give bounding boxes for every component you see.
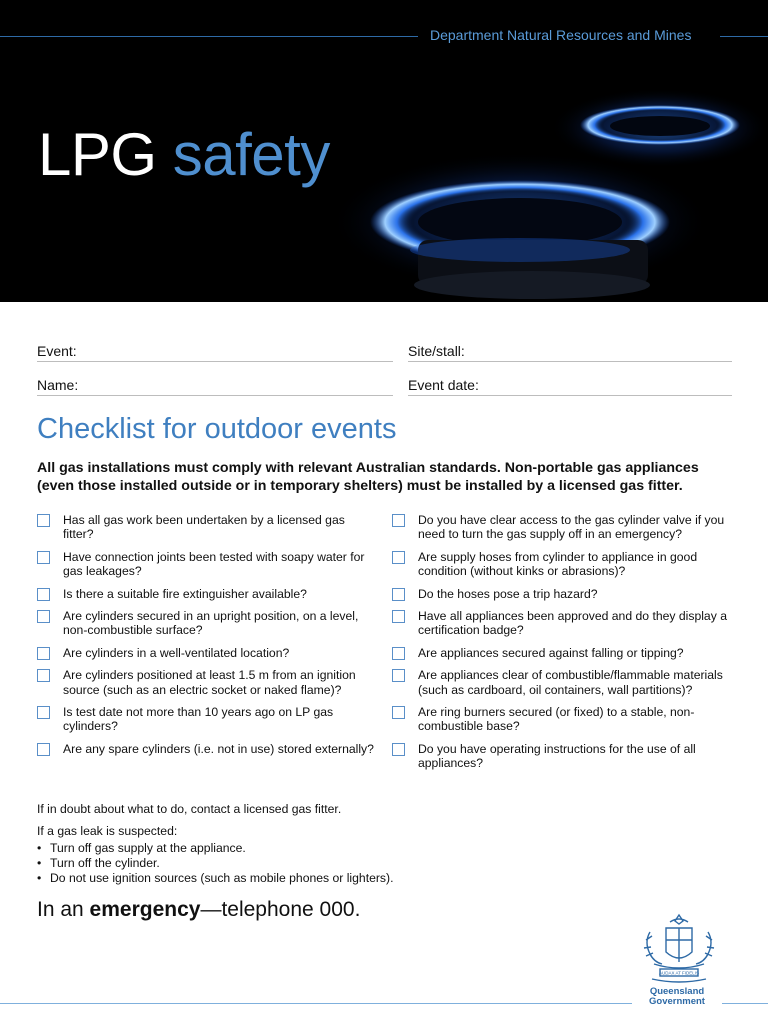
checklist-item [37, 609, 377, 638]
list-item: • Turn off the cylinder. [37, 856, 393, 871]
checkbox[interactable] [392, 514, 405, 527]
checklist-item [392, 705, 732, 734]
emergency-line [37, 898, 360, 922]
checklist-item-text: Are appliances secured against falling or tipping? [418, 645, 684, 660]
leak-heading: If a gas leak is suspected: [37, 824, 178, 838]
checklist-item-text: Do you have clear access to the gas cylinder valve if you need to turn the gas supply off in an emergency? [418, 513, 725, 542]
checkbox[interactable] [392, 551, 405, 564]
checklist-item-text: Is test date not more than 10 years ago on LP gas cylinders? [63, 705, 334, 734]
emergency-phone: —telephone 000. [200, 898, 361, 921]
emergency-prefix: In an [37, 898, 90, 921]
checklist-item-text: Are supply hoses from cylinder to appliance in good condition (without kinks or abrasions)? [418, 549, 698, 579]
queensland-government-logo [636, 987, 718, 1007]
hero-banner [0, 0, 768, 302]
name-field[interactable] [37, 376, 393, 396]
checkbox[interactable] [37, 551, 50, 564]
logo-line-2: Government [649, 996, 705, 1007]
checklist-item-text: Are cylinders positioned at least 1.5 m from an ignition source (such as an electric socket or naked flame)? [63, 668, 356, 697]
checklist-item [392, 550, 732, 579]
checklist-item-text: Have connection joints been tested with soapy water for gas leakages? [63, 549, 365, 579]
checkbox[interactable] [37, 669, 50, 682]
checklist-item [37, 587, 377, 601]
checkbox[interactable] [37, 588, 50, 601]
name-label: Name: [37, 377, 79, 393]
checkbox[interactable] [37, 706, 50, 719]
list-item: • Do not use ignition sources (such as mobile phones or lighters). [37, 871, 393, 886]
checklist-item [37, 550, 377, 579]
header-rule-left [0, 36, 418, 37]
checklist-item-text: Are appliances clear of combustible/flammable materials (such as cardboard, oil containers, wall partitions)? [418, 668, 723, 697]
checklist-item [392, 513, 732, 542]
checklist-right-column [392, 513, 732, 779]
checklist-item [392, 646, 732, 660]
logo-line-1: Queensland [649, 986, 705, 997]
queensland-crest-icon [636, 912, 722, 987]
event-label: Event: [37, 343, 77, 359]
checkbox[interactable] [392, 647, 405, 660]
checklist-item-text: Do the hoses pose a trip hazard? [418, 586, 598, 601]
checkbox[interactable] [37, 743, 50, 756]
event-date-field[interactable] [408, 376, 732, 396]
list-item: • Turn off gas supply at the appliance. [37, 841, 393, 856]
checklist-item-text: Are ring burners secured (or fixed) to a stable, non-combustible base? [418, 705, 695, 734]
checklist-item [37, 668, 377, 697]
page-title [38, 121, 330, 188]
event-field[interactable] [37, 342, 393, 362]
checklist-item [37, 513, 377, 542]
checklist-item [37, 742, 377, 756]
event-date-label: Event date: [408, 377, 479, 393]
checklist-item-text: Do you have operating instructions for the use of all appliances? [418, 741, 696, 771]
checklist-item-text: Is there a suitable fire extinguisher available? [63, 586, 307, 601]
checklist-item-text: Are any spare cylinders (i.e. not in use) stored externally? [63, 741, 374, 756]
emergency-word: emergency [89, 898, 201, 921]
checklist-item [392, 609, 732, 638]
footer-rule-left [0, 1003, 632, 1004]
checklist-item [37, 705, 377, 734]
title-lpg: LPG [38, 121, 157, 188]
leak-steps-list [37, 841, 393, 886]
header-rule-right [720, 36, 768, 37]
checklist-intro: All gas installations must comply with relevant Australian standards. Non-portable gas appliances (even those installed outside or in temporary shelters) must be installed by a licensed gas fitter. [37, 460, 699, 494]
footer-rule-right [722, 1003, 768, 1004]
doubt-advice: If in doubt about what to do, contact a licensed gas fitter. [37, 802, 342, 816]
checklist-item [392, 742, 732, 771]
checkbox[interactable] [37, 514, 50, 527]
checklist-item [37, 646, 377, 660]
checklist-item-text: Have all appliances been approved and do they display a certification badge? [418, 609, 727, 638]
checklist-item-text: Are cylinders secured in an upright position, on a level, non-combustible surface? [63, 609, 359, 638]
checkbox[interactable] [392, 743, 405, 756]
checkbox[interactable] [392, 588, 405, 601]
checklist-item-text: Are cylinders in a well-ventilated location? [63, 645, 290, 660]
department-name: Department Natural Resources and Mines [430, 27, 692, 43]
checkbox[interactable] [37, 610, 50, 623]
checkbox[interactable] [392, 610, 405, 623]
checklist-heading: Checklist for outdoor events [37, 413, 397, 445]
checklist-item [392, 587, 732, 601]
site-stall-field[interactable] [408, 342, 732, 362]
crest-motto: AUDAX AT FIDELIS [658, 970, 700, 976]
checklist-left-column [37, 513, 377, 764]
checkbox[interactable] [392, 706, 405, 719]
site-stall-label: Site/stall: [408, 343, 465, 359]
title-safety: safety [172, 121, 330, 188]
checkbox[interactable] [392, 669, 405, 682]
checklist-item-text: Has all gas work been undertaken by a licensed gas fitter? [63, 513, 345, 542]
checklist-item [392, 668, 732, 697]
checkbox[interactable] [37, 647, 50, 660]
